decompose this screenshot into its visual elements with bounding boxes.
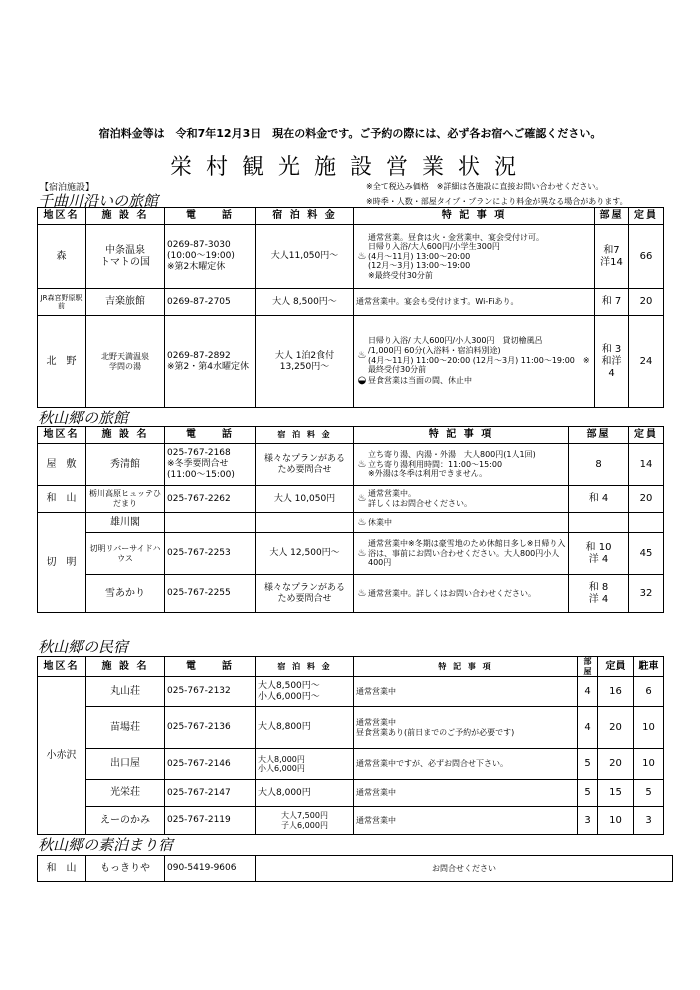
capacity: 20	[629, 289, 664, 316]
phone: 0269-87-2705	[165, 289, 256, 316]
capacity: 14	[629, 444, 664, 486]
hot-spring-icon: ♨	[357, 516, 367, 528]
header-parking: 駐車	[634, 657, 664, 677]
remarks: 通常営業中ですが、必ずお問合せ下さい。	[354, 749, 578, 780]
header-phone: 電 話	[165, 427, 256, 444]
rooms: 3	[578, 807, 598, 835]
price: 大人 12,500円〜	[256, 533, 354, 575]
hot-spring-icon: ♨	[357, 547, 367, 559]
phone: 025-767-2253	[165, 533, 256, 575]
table-row	[38, 444, 664, 486]
facility-name: 切明リバーサイドハウス	[86, 533, 165, 575]
table-row	[38, 677, 664, 707]
hot-spring-icon: ♨	[357, 458, 367, 470]
header-facility: 施 設 名	[86, 427, 165, 444]
district: 北 野	[38, 316, 86, 408]
price: 様々なプランがある ため要問合せ	[256, 575, 354, 613]
table-akiyama-sudomari	[37, 855, 673, 882]
header-rooms: 部屋	[578, 657, 598, 677]
phone: 025-767-2168 ※冬季要問合せ (11:00〜15:00)	[165, 444, 256, 486]
phone: 090-5419-9606	[165, 856, 256, 882]
facility-name: 北野天満温泉 学問の湯	[86, 316, 165, 408]
note: ※全て税込み価格 ※詳細は各施設に直接お問い合わせください。	[366, 182, 604, 191]
table-row	[38, 533, 664, 575]
header-remarks: 特 記 事 項	[354, 427, 569, 444]
hot-spring-icon: ♨	[357, 587, 367, 599]
table-row	[38, 289, 664, 316]
header-phone: 電 話	[165, 208, 256, 225]
header-rooms: 部屋	[569, 427, 629, 444]
parking: 6	[634, 677, 664, 707]
parking: 10	[634, 707, 664, 749]
header-rooms: 部屋	[595, 208, 629, 225]
table-row	[38, 486, 664, 513]
facility-name: 吉楽旅館	[86, 289, 165, 316]
table-akiyama-minshuku	[37, 656, 664, 835]
parking: 3	[634, 807, 664, 835]
facility-name: 苗場荘	[86, 707, 165, 749]
remarks: 通常営業中※冬期は豪雪地のため休館日多し※日帰り入浴は、事前にお問い合わせください。大人800円小人400円	[368, 539, 566, 568]
phone: 025-767-2119	[165, 807, 256, 835]
header-district: 地区名	[38, 208, 86, 225]
capacity: 10	[598, 807, 634, 835]
rooms: 和 10 洋 4	[569, 533, 629, 575]
remarks: 通常営業中。詳しくはお問い合わせください。	[368, 588, 536, 598]
table-header	[38, 427, 664, 444]
remarks: 日帰り入浴/ 大人600円/小人300円 貸切檜風呂 /1,000円 60分(入浴料・宿泊料別途) (4月〜11月) 11:00〜20:00 (12月〜3月) 11:00〜19:00 ※最終受付30分前	[368, 336, 590, 375]
remarks: 通常営業中。 詳しくはお問合せください。	[368, 489, 472, 508]
remarks-meal: 昼食営業は当面の間、休止中	[368, 375, 472, 385]
header-price: 宿 泊 料 金	[256, 208, 354, 225]
price: 大人 10,050円	[256, 486, 354, 513]
header-remarks: 特 記 事 項	[354, 208, 595, 225]
price	[256, 513, 354, 533]
hot-spring-icon: ♨	[357, 250, 367, 262]
capacity: 24	[629, 316, 664, 408]
parking: 5	[634, 780, 664, 807]
section-title: 千曲川沿いの旅館	[38, 192, 159, 210]
district: 屋 敷	[38, 444, 86, 486]
rooms: 和 3 和洋 4	[595, 316, 629, 408]
header-facility: 施 設 名	[86, 657, 165, 677]
rooms: 4	[578, 677, 598, 707]
district: 森	[38, 225, 86, 289]
price: 大人8,500円〜 小人6,000円〜	[256, 677, 354, 707]
hot-spring-icon: ♨	[357, 349, 367, 361]
district: 和 山	[38, 486, 86, 513]
phone: 0269-87-2892 ※第2・第4水曜定休	[165, 316, 256, 408]
phone: 025-767-2262	[165, 486, 256, 513]
capacity	[629, 513, 664, 533]
header-facility: 施 設 名	[86, 208, 165, 225]
header-district: 地区名	[38, 427, 86, 444]
remarks: 通常営業中。宴会も受付けます。Wi-Fiあり。	[354, 289, 595, 316]
district: 和 山	[38, 856, 86, 882]
capacity: 66	[629, 225, 664, 289]
table-row	[38, 807, 664, 835]
rooms: 5	[578, 780, 598, 807]
section-title: 秋山郷の旅館	[38, 409, 129, 427]
header-price: 宿 泊 料 金	[256, 657, 354, 677]
capacity: 20	[598, 749, 634, 780]
table-row	[38, 780, 664, 807]
district: 小赤沢	[38, 677, 86, 835]
facility-name: もっきりや	[86, 856, 165, 882]
table-row	[38, 707, 664, 749]
capacity: 32	[629, 575, 664, 613]
rooms: 8	[569, 444, 629, 486]
facility-name: 秀清館	[86, 444, 165, 486]
hot-spring-icon: ♨	[357, 493, 367, 504]
remarks: お問合せください	[256, 856, 673, 882]
table-row	[38, 749, 664, 780]
table-row	[38, 225, 664, 289]
capacity: 16	[598, 677, 634, 707]
header-capacity: 定員	[629, 208, 664, 225]
table-row	[38, 513, 664, 533]
remarks: 通常営業中	[354, 677, 578, 707]
phone: 025-767-2132	[165, 677, 256, 707]
rooms: 和7 洋14	[595, 225, 629, 289]
header-capacity: 定員	[598, 657, 634, 677]
table-akiyama-ryokan	[37, 426, 664, 613]
header-capacity: 定員	[629, 427, 664, 444]
header-price: 宿 泊 料 金	[256, 427, 354, 444]
facility-name: 雪あかり	[86, 575, 165, 613]
capacity: 20	[598, 707, 634, 749]
price: 大人7,500円 子人6,000円	[256, 807, 354, 835]
remarks: 通常営業中 昼食営業あり(前日までのご予約が必要です)	[354, 707, 578, 749]
table-header	[38, 208, 664, 225]
price: 様々なプランがある ため要問合せ	[256, 444, 354, 486]
price: 大人8,000円	[256, 780, 354, 807]
facility-name: 中条温泉 トマトの国	[86, 225, 165, 289]
district: JR森宮野原駅前	[38, 289, 86, 316]
category-label: 【宿泊施設】	[40, 183, 95, 193]
phone: 025-767-2146	[165, 749, 256, 780]
rooms: 和 4	[569, 486, 629, 513]
rooms: 和 7	[595, 289, 629, 316]
price: 大人 1泊2食付 13,250円〜	[256, 316, 354, 408]
facility-name: 丸山荘	[86, 677, 165, 707]
parking: 10	[634, 749, 664, 780]
phone: 025-767-2147	[165, 780, 256, 807]
facility-name: 栃川高原ヒュッテひだまり	[86, 486, 165, 513]
capacity: 20	[629, 486, 664, 513]
facility-name: えーのかみ	[86, 807, 165, 835]
rooms	[569, 513, 629, 533]
remarks: 通常営業。昼食は火・金営業中、宴会受付け可。 日帰り入浴/大人600円/小学生300円 (4月〜11月) 13:00〜20:00 (12月〜3月) 13:00〜19:00 ※最終受付30分前	[368, 232, 544, 280]
price: 大人 8,500円〜	[256, 289, 354, 316]
table-row	[38, 856, 673, 882]
page-title: 栄村観光施設営業状況	[169, 155, 530, 180]
facility-name: 出口屋	[86, 749, 165, 780]
meal-icon: ◒	[357, 374, 367, 386]
price: 大人11,050円〜	[256, 225, 354, 289]
phone	[165, 513, 256, 533]
table-row	[38, 316, 664, 408]
phone: 025-767-2136	[165, 707, 256, 749]
rooms: 4	[578, 707, 598, 749]
remarks: 通常営業中	[354, 780, 578, 807]
note: ※時季・人数・部屋タイプ・プランにより料金が異なる場合があります。	[366, 197, 628, 206]
header-phone: 電 話	[165, 657, 256, 677]
notice: 宿泊料金等は 令和7年12月3日 現在の料金です。ご予約の際には、必ず各お宿へご確認ください。	[98, 127, 602, 140]
phone: 025-767-2255	[165, 575, 256, 613]
table-chikuma	[37, 207, 664, 408]
rooms: 5	[578, 749, 598, 780]
header-district: 地区名	[38, 657, 86, 677]
facility-name: 雄川閣	[86, 513, 165, 533]
capacity: 15	[598, 780, 634, 807]
header-remarks: 特 記 事 項	[354, 657, 578, 677]
section-title: 秋山郷の民宿	[38, 638, 129, 656]
capacity: 45	[629, 533, 664, 575]
rooms: 和 8 洋 4	[569, 575, 629, 613]
price: 大人8,000円 小人6,000円	[256, 749, 354, 780]
phone: 0269-87-3030 (10:00〜19:00) ※第2木曜定休	[165, 225, 256, 289]
remarks: 通常営業中	[354, 807, 578, 835]
price: 大人8,800円	[256, 707, 354, 749]
district: 切 明	[38, 513, 86, 613]
table-header	[38, 657, 664, 677]
remarks: 休業中	[368, 517, 392, 527]
remarks: 立ち寄り湯、内湯・外湯 大人800円(1人1回) 立ち寄り湯利用時間：11:00〜15:00 ※外湯は冬季は利用できません。	[368, 450, 536, 479]
facility-name: 光栄荘	[86, 780, 165, 807]
table-row	[38, 575, 664, 613]
section-title: 秋山郷の素泊まり宿	[38, 836, 174, 854]
